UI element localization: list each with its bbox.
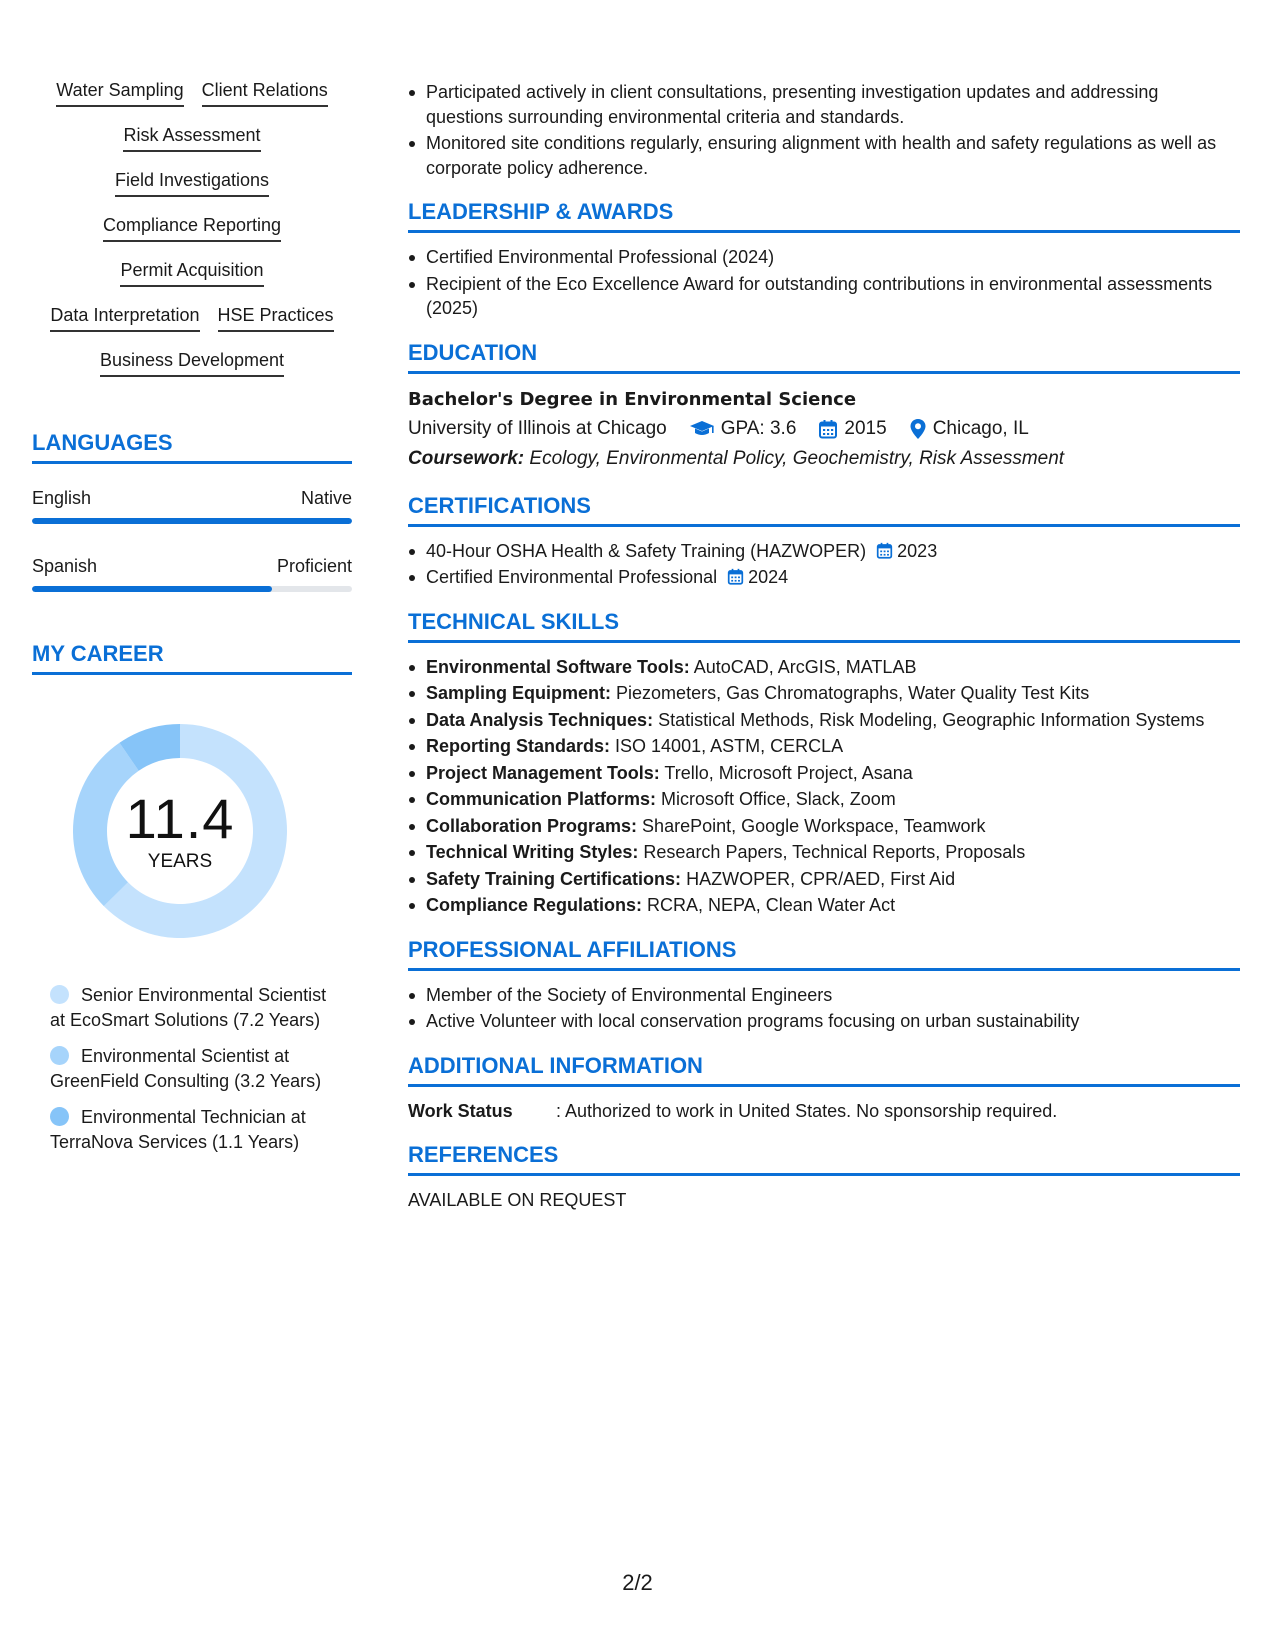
skill-tag: Permit Acquisition [120, 258, 263, 287]
language-row [32, 486, 352, 510]
career-legend-dot [50, 985, 69, 1004]
technical-skill-category: Compliance Regulations: [426, 895, 643, 915]
technical-skill-category: Sampling Equipment: [426, 683, 612, 703]
affiliations-title: PROFESSIONAL AFFILIATIONS [408, 936, 1240, 971]
certification-name: Certified Environmental Professional [426, 567, 718, 587]
education-title: EDUCATION [408, 339, 1240, 374]
language-proficiency-fill [32, 518, 352, 524]
skill-row [100, 348, 284, 377]
leadership-item: Certified Environmental Professional (2024) [408, 245, 1240, 270]
technical-skill-category: Technical Writing Styles: [426, 842, 639, 862]
technical-skill-item [408, 655, 1240, 680]
certification-name: 40-Hour OSHA Health & Safety Training (HAZWOPER) [426, 540, 867, 561]
skills-cloud [32, 78, 352, 393]
certifications-title: CERTIFICATIONS [408, 492, 1240, 527]
references-text: AVAILABLE ON REQUEST [408, 1189, 627, 1210]
career-legend-item [50, 1105, 340, 1154]
affiliation-item: Member of the Society of Environmental Engineers [408, 983, 1240, 1008]
career-legend-dot [50, 1046, 69, 1065]
coursework-list: Ecology, Environmental Policy, Geochemistry, Risk Assessment [529, 447, 1065, 469]
work-status-row [408, 1099, 1240, 1123]
technical-skills-title: TECHNICAL SKILLS [408, 608, 1240, 643]
technical-skill-item [408, 814, 1240, 839]
technical-skill-values: AutoCAD, ArcGIS, MATLAB [693, 656, 917, 677]
career-legend-dot [50, 1107, 69, 1126]
coursework-label: Coursework: [408, 447, 525, 469]
technical-skill-values: Piezometers, Gas Chromatographs, Water Quality Test Kits [616, 683, 1090, 703]
technical-skill-item [408, 867, 1240, 892]
leadership-title: LEADERSHIP & AWARDS [408, 198, 1240, 233]
skill-row [123, 123, 260, 152]
language-proficiency-bar [32, 518, 352, 524]
career-legend-item [50, 983, 340, 1032]
additional-info-title: ADDITIONAL INFORMATION [408, 1052, 1240, 1087]
education-entry [408, 386, 1240, 474]
skill-tag: HSE Practices [218, 303, 334, 332]
skill-tag: Client Relations [202, 78, 328, 107]
technical-skill-item [408, 893, 1240, 918]
references-title: REFERENCES [408, 1141, 1240, 1176]
skill-row [103, 213, 281, 242]
skill-row [115, 168, 269, 197]
languages-title: LANGUAGES [32, 429, 352, 464]
certification-year: 2023 [897, 540, 938, 561]
technical-skill-values: Statistical Methods, Risk Modeling, Geographic Information Systems [658, 709, 1205, 730]
career-legend-label: Environmental Scientist at GreenField Consulting (3.2 Years) [50, 1046, 322, 1091]
language-name: Spanish [32, 556, 98, 576]
technical-skill-values: RCRA, NEPA, Clean Water Act [647, 895, 896, 915]
experience-bullet: Monitored site conditions regularly, ensuring alignment with health and safety regulations as well as corporate policy adherence. [408, 131, 1240, 180]
technical-skill-item [408, 681, 1240, 706]
skill-row [50, 303, 333, 332]
career-total-years: 11.4 [125, 787, 235, 850]
technical-skill-item [408, 840, 1240, 865]
technical-skill-item [408, 787, 1240, 812]
career-legend-item [50, 1044, 340, 1093]
skill-row [120, 258, 263, 287]
education-degree: Bachelor's Degree in Environmental Science [408, 388, 857, 410]
language-proficiency-fill [32, 586, 272, 592]
technical-skill-values: Microsoft Office, Slack, Zoom [661, 789, 896, 809]
calendar-icon [818, 419, 838, 439]
technical-skill-category: Reporting Standards: [426, 736, 611, 756]
skill-tag: Compliance Reporting [103, 213, 281, 242]
skill-tag: Data Interpretation [50, 303, 199, 332]
education-gpa: GPA: 3.6 [720, 417, 797, 439]
experience-bullet: Participated actively in client consultations, presenting investigation updates and addressing questions surrounding environmental criteria and standards. [408, 80, 1240, 129]
technical-skill-category: Communication Platforms: [426, 789, 657, 809]
graduation-cap-icon [689, 419, 715, 439]
education-location: Chicago, IL [932, 417, 1029, 439]
skill-tag: Business Development [100, 348, 284, 377]
certification-item [408, 565, 1240, 590]
technical-skill-category: Safety Training Certifications: [426, 868, 682, 889]
technical-skill-values: Trello, Microsoft Project, Asana [664, 762, 913, 783]
certification-year: 2024 [748, 567, 789, 587]
left-column [32, 78, 352, 1166]
career-legend-label: Environmental Technician at TerraNova Services (1.1 Years) [50, 1107, 306, 1152]
education-school: University of Illinois at Chicago [408, 417, 667, 439]
career-legend-label: Senior Environmental Scientist at EcoSmart Solutions (7.2 Years) [50, 985, 327, 1030]
calendar-icon [717, 567, 748, 587]
technical-skill-values: SharePoint, Google Workspace, Teamwork [642, 815, 986, 836]
work-status-value: : Authorized to work in United States. No sponsorship required. [556, 1100, 1058, 1121]
technical-skill-category: Collaboration Programs: [426, 815, 638, 836]
career-total-unit: YEARS [147, 851, 213, 872]
career-title: MY CAREER [32, 640, 352, 675]
language-level: Proficient [276, 556, 352, 576]
technical-skill-values: HAZWOPER, CPR/AED, First Aid [686, 868, 956, 889]
calendar-icon [866, 541, 897, 561]
languages-list [32, 486, 352, 592]
technical-skill-category: Environmental Software Tools: [426, 656, 690, 677]
technical-skill-item [408, 734, 1240, 759]
language-proficiency-bar [32, 586, 352, 592]
language-row [32, 554, 352, 578]
career-legend [50, 983, 340, 1154]
experience-bullets [408, 80, 1240, 180]
skill-tag: Water Sampling [56, 78, 183, 107]
language-name: English [32, 488, 92, 508]
skill-row [56, 78, 327, 107]
language-level: Native [300, 488, 352, 508]
skill-tag: Risk Assessment [123, 123, 260, 152]
technical-skill-values: ISO 14001, ASTM, CERCLA [615, 736, 844, 756]
leadership-item: Recipient of the Eco Excellence Award for outstanding contributions in environmental assessments (2025) [408, 272, 1240, 321]
technical-skill-item [408, 761, 1240, 786]
technical-skill-category: Project Management Tools: [426, 762, 660, 783]
certifications-list [408, 539, 1240, 590]
technical-skill-category: Data Analysis Techniques: [426, 709, 654, 730]
education-year: 2015 [844, 417, 887, 439]
career-donut-chart [66, 717, 294, 945]
technical-skills-list [408, 655, 1240, 918]
affiliations-list [408, 983, 1240, 1034]
technical-skill-item [408, 708, 1240, 733]
right-column [408, 80, 1240, 1212]
work-status-key: Work Status [408, 1100, 513, 1121]
certification-item [408, 539, 1240, 564]
skill-tag: Field Investigations [115, 168, 269, 197]
technical-skill-values: Research Papers, Technical Reports, Proposals [643, 842, 1026, 862]
affiliation-item: Active Volunteer with local conservation programs focusing on urban sustainability [408, 1009, 1240, 1034]
page-number: 2/2 [622, 1570, 653, 1595]
leadership-list [408, 245, 1240, 321]
location-pin-icon [909, 418, 927, 440]
